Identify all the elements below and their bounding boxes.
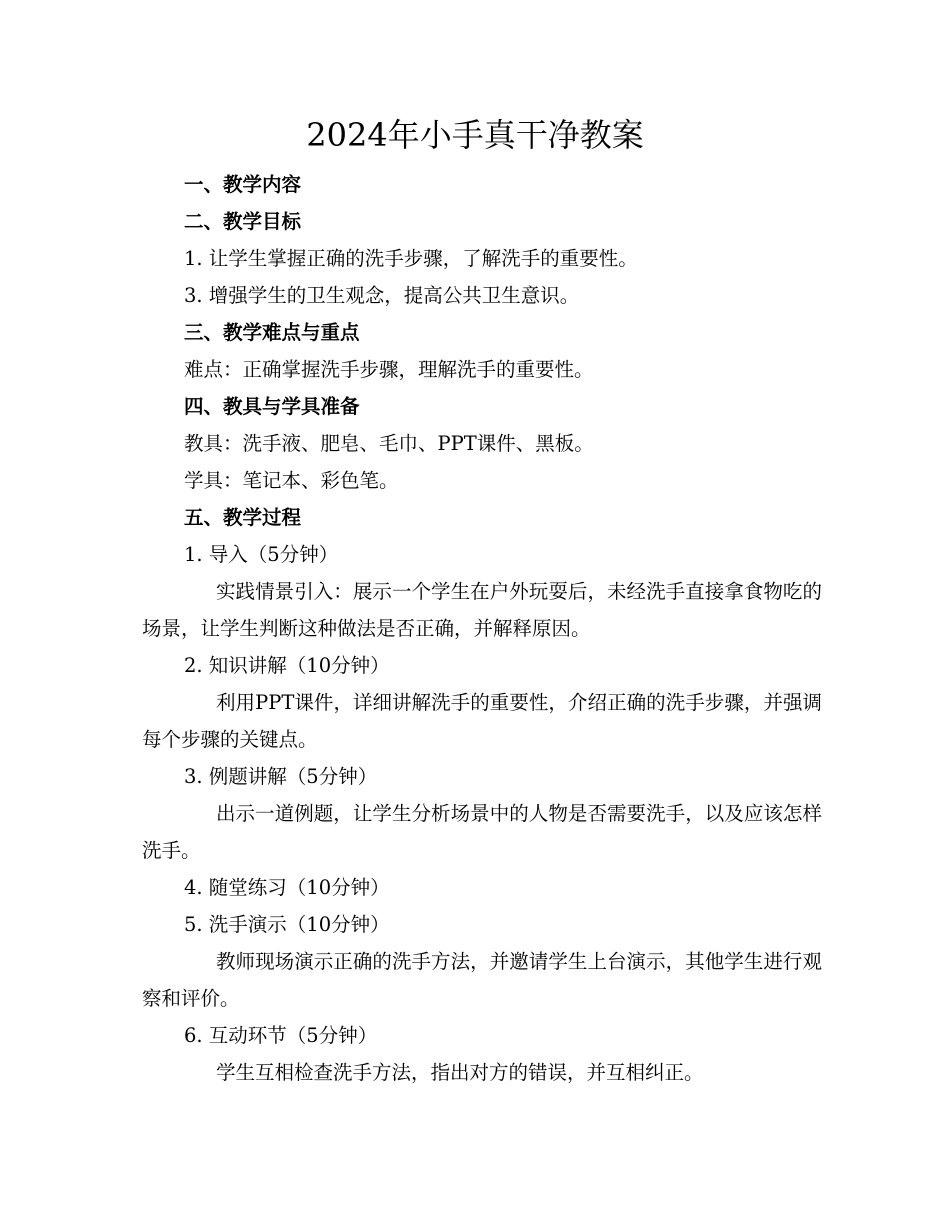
- objective-item: 1. 让学生掌握正确的洗手步骤，了解洗手的重要性。: [184, 247, 638, 270]
- objective-item: 3. 增强学生的卫生观念，提高公共卫生意识。: [184, 284, 580, 307]
- process-step-text: 学生互相检查洗手方法，指出对方的错误，并互相纠正。: [216, 1061, 704, 1084]
- process-step-text: 教师现场演示正确的洗手方法，并邀请学生上台演示，其他学生进行观察和评价。: [142, 950, 822, 1010]
- section-heading-materials: 四、教具与学具准备: [184, 395, 360, 418]
- process-step-text: 出示一道例题，让学生分析场景中的人物是否需要洗手，以及应该怎样洗手。: [142, 802, 822, 862]
- process-step-label: 3. 例题讲解（5分钟）: [184, 765, 378, 788]
- section-heading-difficulties: 三、教学难点与重点: [184, 321, 360, 344]
- process-step-label: 5. 洗手演示（10分钟）: [184, 913, 390, 936]
- process-step-text: 利用PPT课件，详细讲解洗手的重要性，介绍正确的洗手步骤，并强调每个步骤的关键点。: [142, 691, 822, 751]
- process-step-label: 6. 互动环节（5分钟）: [184, 1024, 378, 1047]
- section-heading-content: 一、教学内容: [184, 173, 302, 196]
- section-heading-process: 五、教学过程: [184, 506, 302, 529]
- process-step-label: 4. 随堂练习（10分钟）: [184, 876, 390, 899]
- process-step-label: 2. 知识讲解（10分钟）: [184, 654, 390, 677]
- section-heading-objectives: 二、教学目标: [184, 210, 302, 233]
- document-title: 2024年小手真干净教案: [306, 116, 644, 154]
- difficulty-item: 难点：正确掌握洗手步骤，理解洗手的重要性。: [184, 358, 594, 381]
- materials-item: 学具：笔记本、彩色笔。: [184, 469, 399, 492]
- process-step-text: 实践情景引入：展示一个学生在户外玩耍后，未经洗手直接拿食物吃的场景，让学生判断这种做法是否正确，并解释原因。: [142, 580, 822, 640]
- process-step-label: 1. 导入（5分钟）: [184, 543, 339, 566]
- materials-item: 教具：洗手液、肥皂、毛巾、PPT课件、黑板。: [184, 432, 594, 455]
